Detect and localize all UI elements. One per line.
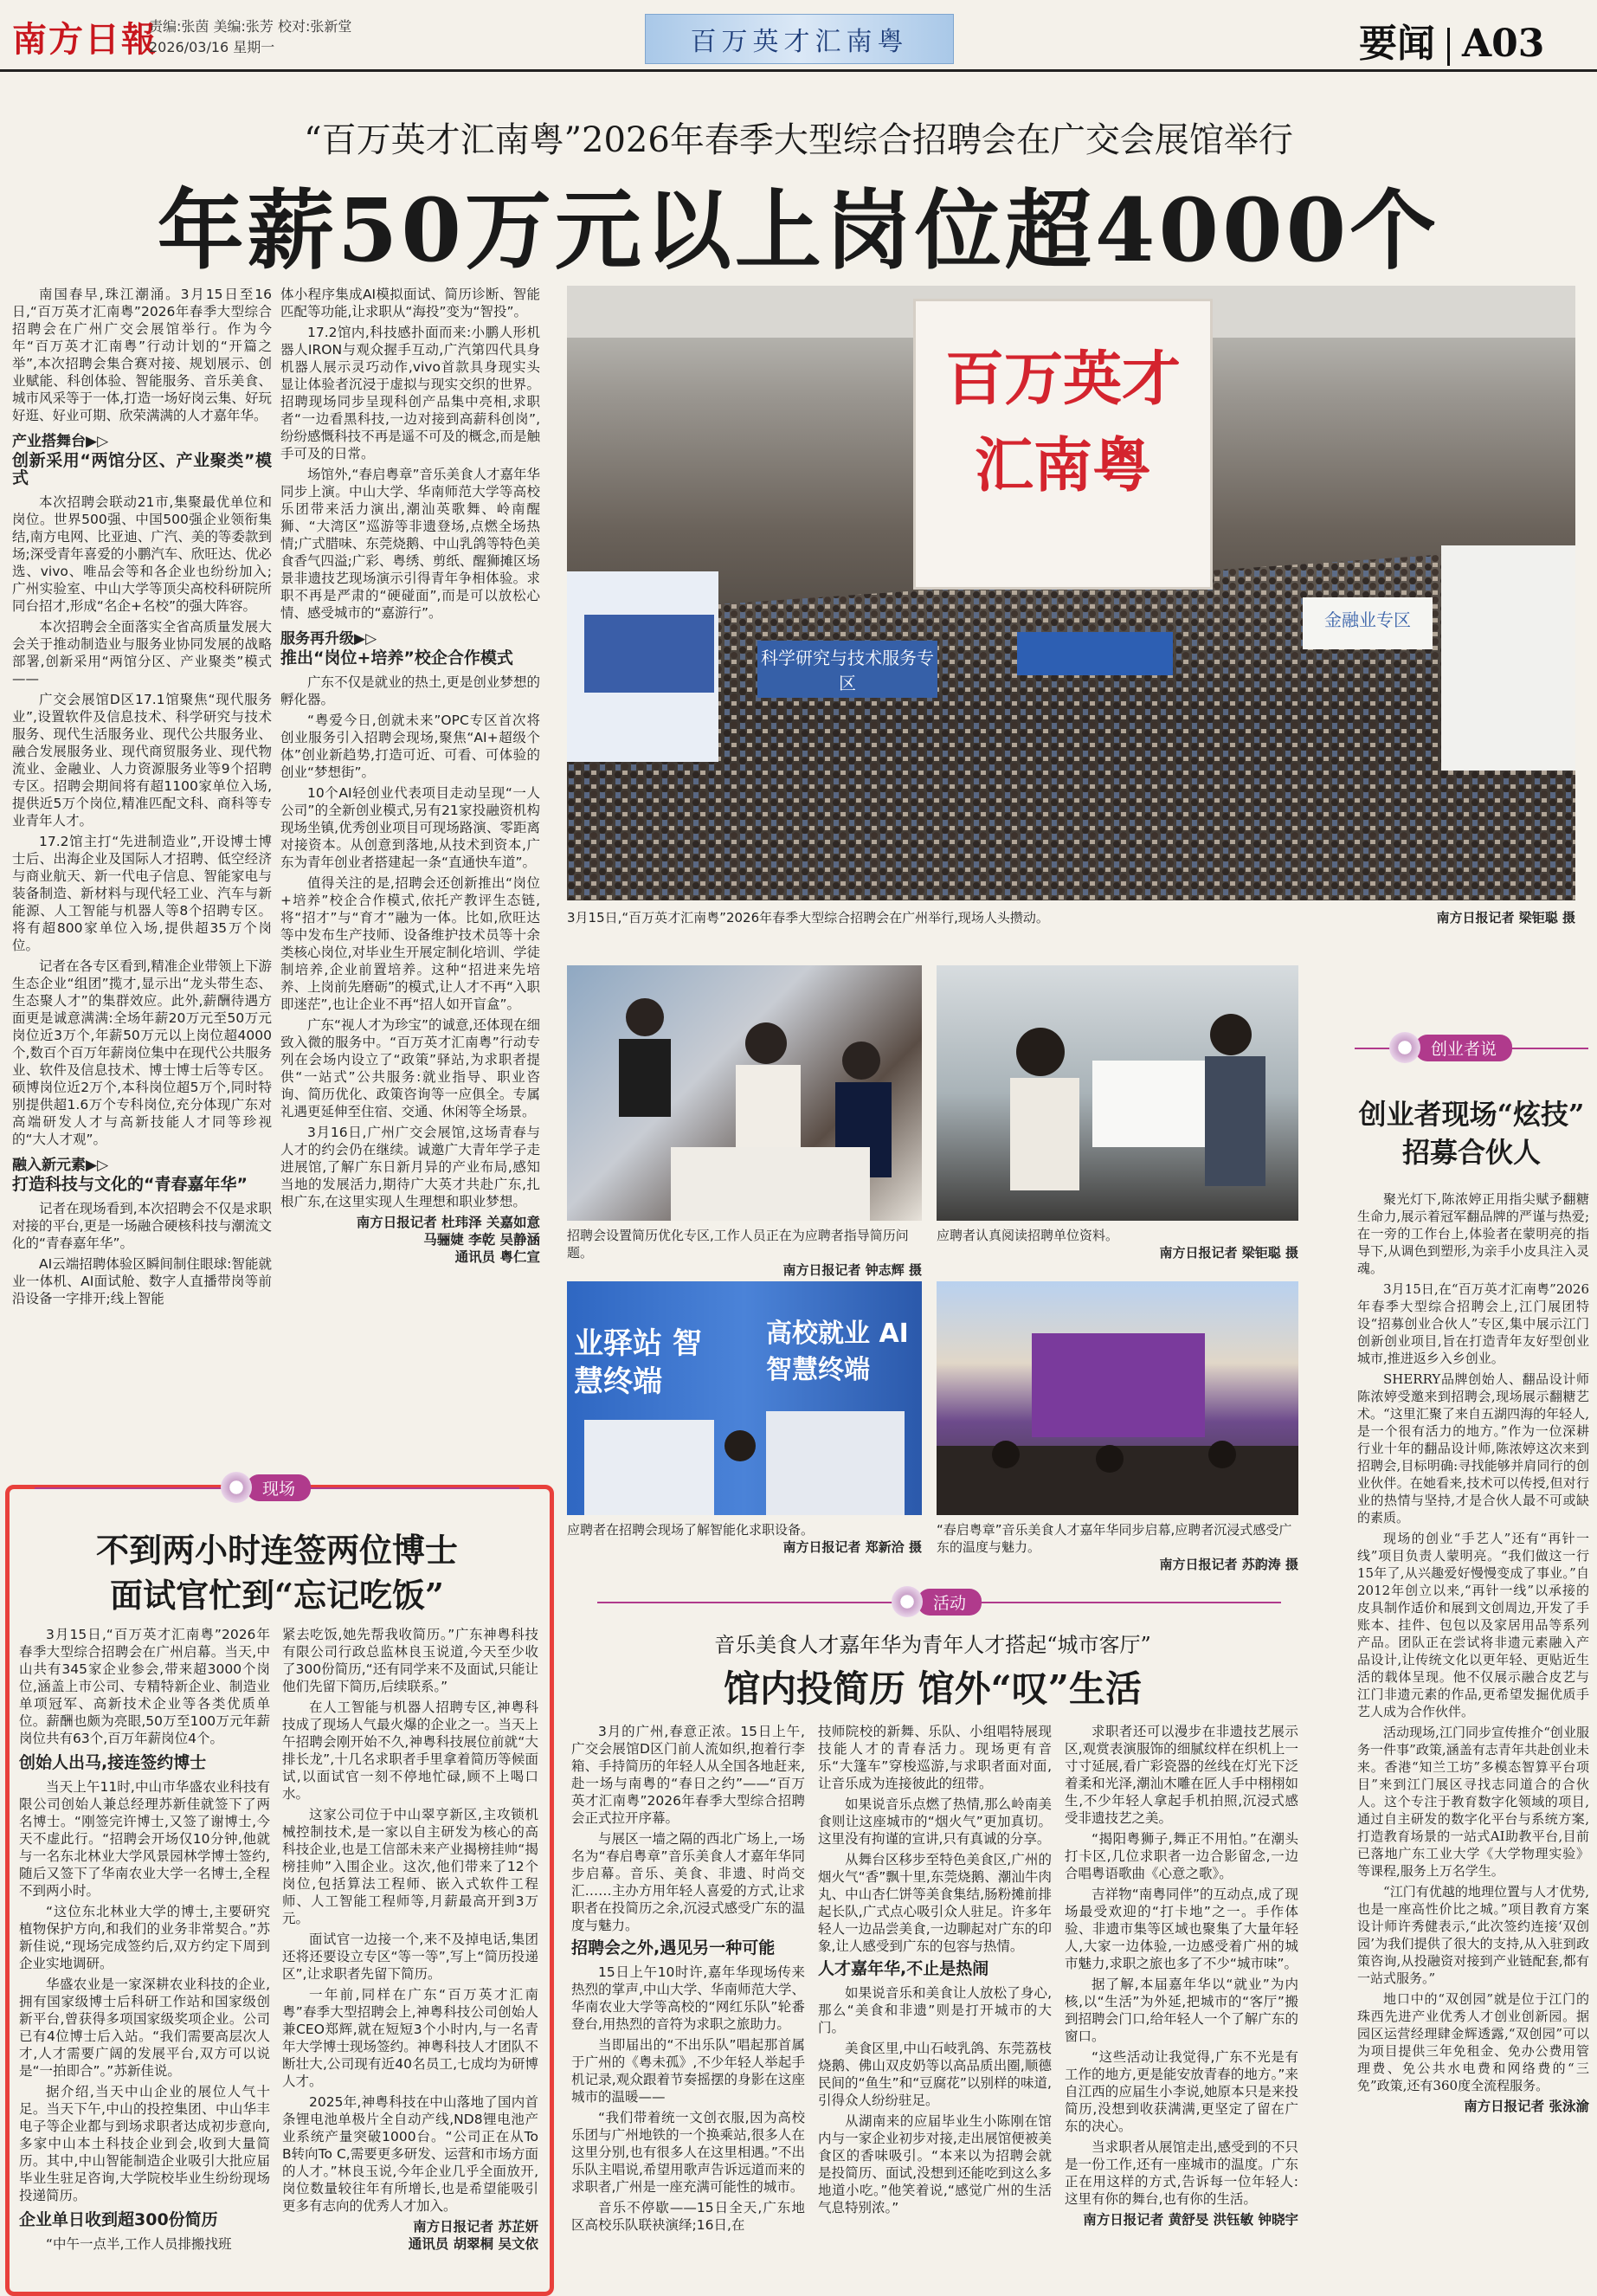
photo-credit: 南方日报记者 郑新洽 摄 (782, 1539, 922, 1555)
section-tag-chuangye (1389, 1032, 1512, 1063)
section-tag-huodong (892, 1586, 982, 1617)
title-line: 面试官忙到“忘记吃饭” (110, 1576, 444, 1615)
paragraph: 当即届出的“不出乐队”唱起那首属于广州的《粤未孤》,不少年轻人举起手机记录,观众跟着节奏摇摆的身影在这座城市的温暖—— (571, 2037, 805, 2105)
photo-figures (567, 1281, 922, 1515)
paragraph: 技师院校的新舞、乐队、小组唱特展现技能人才的青春活力。现场更有音乐“大篷车”穿梭巡游,与求职者面对面,让音乐成为连接彼此的纽带。 (818, 1724, 1052, 1791)
box-title: 馆内投简历 馆外“叹”生活 (724, 1667, 1142, 1710)
tag-label: 活动 (918, 1589, 982, 1616)
photo-figures (567, 965, 922, 1221)
photo-figures (937, 965, 1298, 1221)
paragraph: 在人工智能与机器人招聘专区,神粤科技成了现场人气最火爆的企业之一。当天上午招聘会刚开始不久,神粤科技展位前就“大排长龙”,十几名求职者手里拿着简历等候面试,以面试官一刻不停地忙碌,顾不上喝口水。 (282, 1699, 538, 1802)
subheading: 创始人出马,接连签约博士 (19, 1753, 207, 1772)
hand-icon (892, 1586, 923, 1617)
paragraph: 如果说音乐和美食让人放松了身心,那么“美食和非遗”则是打开城市的大门。 (818, 1985, 1052, 2035)
photo-reading-materials (937, 965, 1298, 1221)
terminal-sign: 业驿站 智慧终端 (574, 1326, 702, 1399)
section-divider (1447, 28, 1450, 66)
photo-smart-terminals (567, 1281, 922, 1515)
section-name: 要闻 (1359, 22, 1435, 66)
article-column-2 (280, 286, 540, 1480)
paragraph: 值得关注的是,招聘会还创新推出“岗位+培养”校企合作模式,依托产教评生态链,将“招才”与“育才”融为一体。比如,欣旺达等中发布生产技师、设备维护技术员等十余类核心岗位,对毕业生开展定制化培训、学徒制培养,企业前置培养。这种“招进来先培养、上岗前先磨砺”的模式,让人才不再“入职即迷茫”,也让企业不再“招人如开盲盒”。 (280, 875, 540, 1012)
box-column (1357, 1190, 1589, 2277)
paragraph: 这家公司位于中山翠亨新区,主攻锁机械控制技术,是一家以自主研发为核心的高科技企业,也是工信部未来产业揭榜挂帅“揭榜挂帅”入围企业。这次,他们带来了12个岗位,包括算法工程师、嵌入式软件工程师、人工智能工程师等,月薪最高开到3万元。 (282, 1807, 538, 1926)
photo-caption (937, 1521, 1298, 1573)
paragraph: 3月15日,在“百万英才汇南粤”2026年春季大型综合招聘会上,江门展团特设“招募创业合伙人”专区,集中展示江门创新创业项目,旨在打造青年友好型创业城市,推进返乡入乡创业。 (1357, 1281, 1589, 1366)
byline: 南方日报记者 张泳渝 (1464, 2098, 1589, 2114)
paragraph: 南国春早,珠江潮涌。3月15日至16日,“百万英才汇南粤”2026年春季大型综合招聘会在广州广交会展馆举行。作为今年“百万英才汇南粤”行动计划的“开篇之举”,本次招聘会集合赛对接、规划展示、创业赋能、科创体验、智能服务、音乐美食、城市风采等于一体,打造一场好岗云集、好玩好逛、好业可期、欣荣满满的人才嘉年华。 (12, 287, 272, 423)
paragraph: “揭阳粤狮子,舞正不用怕。”在潮头打卡区,几位求职者一边合影留念,一边合唱粤语歌曲《心意之歌》。 (1065, 1831, 1298, 1881)
paragraph: 广东不仅是就业的热土,更是创业梦想的孵化器。 (280, 674, 540, 707)
paragraph: 广东“视人才为珍宝”的诚意,还体现在细致入微的服务中。“百万英才汇南粤”行动专列在会场内设立了“政策”驿站,为求职者提供“一站式”公共服务:就业指导、职业咨询、简历优化、政策咨询等一应俱全。专属礼遇更延伸至住宿、交通、休闲等全场景。 (280, 1017, 540, 1119)
subheading: 推出“岗位+培养”校企合作模式 (280, 648, 513, 668)
booth-sign: 金融业专区 (1324, 609, 1411, 630)
paragraph: “我们带着统一文创衣服,因为高校乐团与广州地铁的一个换乘站,很多人在这里分别,也有很多人在这里相遇。”不出乐队主唱说,希望用歌声告诉远道而来的求职者,广州是一座充满可能性的城市。 (571, 2110, 805, 2195)
paragraph: 美食区里,中山石岐乳鸽、东莞荔枝烧鹅、佛山双皮奶等以高品质出圈,顺德民间的“鱼生”和“豆腐花”以别样的味道,引得众人纷纷驻足。 (818, 2041, 1052, 2108)
column-banner: 百万英才汇南粤 (645, 14, 954, 64)
newspaper-logo: 南方日報 (12, 19, 158, 60)
title-line: 招募合伙人 (1401, 1136, 1541, 1169)
paragraph: 活动现场,江门同步宣传推介“创业服务一件事”政策,涵盖有志青年共赴创业未来。香港“知兰工坊”多模态智算平台项目”来到江门展区寻找志同道合的合伙人。这个专注于教育数字化领域的项目,通过自主研发的数字化平台与系统方案,打造教育场景的一站式AI助教平台,目前已落地广东工业大学《大学物理实验》等课程,服务上万名学生。 (1357, 1725, 1589, 1879)
paragraph: “江门有优越的地理位置与人才优势,也是一座高性价比之城。”项目教育方案设计师许秀健表示,“此次签约连接‘双创园’为我们提供了很大的支持,从入驻到政策咨询,从投融资对接到产业链配套,都有一站式服务。” (1357, 1884, 1589, 1986)
photo-caption (937, 1227, 1298, 1261)
page-header (0, 0, 1597, 71)
section-tag: 服务再升级▶▷ (280, 630, 377, 648)
tag-label: 创业者说 (1415, 1035, 1512, 1061)
paragraph: 与展区一墙之隔的西北广场上,一场名为“春启粤章”音乐美食人才嘉年华同步启幕。音乐、美食、非遗、时尚交汇……主办方用年轻人喜爱的方式,让求职者在投简历之余,沉浸式感受广东的温度与魅力。 (571, 1831, 805, 1933)
paragraph: 记者在现场看到,本次招聘会不仅是求职对接的平台,更是一场融合硬核科技与潮流文化的“青春嘉年华”。 (12, 1201, 272, 1251)
paragraph: 场馆外,“春启粤章”音乐美食人才嘉年华同步上演。中山大学、华南师范大学等高校乐团带来活力演出,潮汕英歌舞、岭南醒狮、“大湾区”巡游等非遗登场,点燃全场热情;广式腊味、东莞烧鹅、中山乳鸽等特色美食香气四溢;广彩、粤绣、剪纸、醒狮摊区场景非遗技艺现场演示引得青年争相体验。求职不再是严肃的“硬碰面”,而是可以放松心情、感受城市的“嘉游行”。 (280, 467, 540, 621)
paragraph: 3月16日,广州广交会展馆,这场青春与人才的约会仍在继续。诚邀广大青年学子走进展馆,了解广东日新月异的产业布局,感知当地的发展活力,期待广大英才共赴广东,扎根广东,在这里实现人生理想和职业梦想。 (280, 1125, 540, 1209)
paragraph: 据了解,本届嘉年华以“就业”为内核,以“生活”为外延,把城市的“客厅”搬到招聘会门口,给年轻人一个了解广东的窗口。 (1065, 1977, 1298, 2044)
photo-caption: 3月15日,“百万英才汇南粤”2026年春季大型综合招聘会在广州举行,现场人头攒动。 (567, 910, 1049, 925)
article-headline: 年薪50万元以上岗位超4000个 (157, 179, 1440, 281)
photo-resume-clinic (567, 965, 922, 1221)
paragraph: “中午一点半,工作人员排搬找班 (46, 2236, 232, 2252)
booth-sign: 科学研究与技术服务专区 (757, 641, 937, 698)
article-column-1 (12, 286, 272, 1480)
subheading: 企业单日收到超300份简历 (19, 2210, 218, 2229)
paragraph: AI云端招聘体验区瞬间制住眼球:智能就业一体机、AI面试舱、数字人直播带岗等前沿设备一字排开;线上智能 (12, 1256, 272, 1306)
box-title (1350, 1095, 1593, 1171)
caption-text: 招聘会设置简历优化专区,工作人员正在为应聘者指导简历问题。 (567, 1228, 909, 1261)
paragraph: 3月的广州,春意正浓。15日上午,广交会展馆D区门前人流如织,抱着行李箱、手持简历的年轻人从全国各地赶来,赴一场与南粤的“春日之约”——“百万英才汇南粤”2026年春季大型综合招聘会正式拉开序幕。 (571, 1724, 805, 1826)
box-column-3 (1065, 1723, 1298, 2290)
event-banner-sign (913, 299, 1213, 590)
box-column-2 (282, 1626, 538, 2288)
paragraph: 紧去吃饭,她先帮我收简历。”广东神粤科技有限公司行政总监林良玉说道,今天至少收了300份简历,“还有同学来不及面试,只能让他们先留下简历,后续联系。” (282, 1627, 538, 1694)
box-column-1 (19, 1626, 270, 2288)
byline: 南方日报记者 苏芷妍 通讯员 胡翠桐 吴文依 (408, 2219, 538, 2252)
paragraph: 本次招聘会全面落实全省高质量发展大会关于推动制造业与服务业协同发展的战略部署,创新采用“两馆分区、产业聚类”模式—— (12, 619, 272, 687)
editor-credits: 责编:张茵 美编:张芳 校对:张新堂 (149, 18, 352, 35)
photo-credit: 南方日报记者 梁钜聪 摄 (1436, 910, 1575, 925)
paragraph: 广交会展馆D区17.1馆聚焦“现代服务业”,设置软件及信息技术、科学研究与技术服务、现代生活服务业、现代公共服务业、融合发展服务业、现代商贸服务业、现代物流业、金融业、人力资源服务业等9个招聘专区。招聘会期间将有超1100家单位入场,提供近5万个岗位,精准匹配文科、商科等专业青年人才。 (12, 692, 272, 829)
paragraph: 据介绍,当天中山企业的展位人气十足。当天下午,中山的投控集团、中山华丰电子等企业都与到场求职者达成初步意向,多家中山本土科技企业到会,收到大量简历。其中,中山智能制造企业吸引大批应届毕业生驻足咨询,大学院校毕业生纷纷现场投递简历。 (19, 2084, 270, 2203)
paragraph: 3月15日,“百万英才汇南粤”2026年春季大型综合招聘会在广州启幕。当天,中山共有345家企业参会,带来超3000个岗位,涵盖上市公司、专精特新企业、制造业单项冠军、高新技术企业等各类优质单位。薪酬也颇为亮眼,50万至100万元年薪岗位共有63个,百万年薪岗位4个。 (19, 1627, 270, 1746)
paragraph: 从湖南来的应届毕业生小陈刚在馆内与一家企业初步对接,走出展馆便被美食区的香味吸引。“本来以为招聘会就是投简历、面试,没想到还能吃到这么多地道小吃。”他笑着说,“感觉广州的生活气息特别浓。” (818, 2113, 1052, 2215)
paragraph: 聚光灯下,陈浓婷正用指尖赋予翻糖生命力,展示着冠军翻品牌的严谨与热爱;在一旁的工作台上,体验者在蒙明亮的指导下,从调色到塑形,为亲手小皮具注入灵魂。 (1357, 1191, 1589, 1276)
section-tag-xianchang (221, 1472, 311, 1503)
page-number: A03 (1462, 22, 1545, 66)
box-column-2 (818, 1723, 1052, 2290)
subheading: 招聘会之外,遇见另一种可能 (571, 1938, 776, 1957)
paragraph: 如果说音乐点燃了热情,那么岭南美食则让这座城市的“烟火气”更加真切。这里没有拘谨的宣讲,只有真诚的分享。 (818, 1796, 1052, 1847)
byline: 南方日报记者 黄舒旻 洪钰敏 钟晓宇 (1083, 2212, 1298, 2228)
subheading: 打造科技与文化的“青春嘉年华” (12, 1175, 248, 1194)
paragraph: 吉祥物“南粤同伴”的互动点,成了现场最受欢迎的“打卡地”之一。手作体验、非遗市集等区域也聚集了大量年轻人,大家一边体验,一边感受着广州的城市魅力,求职之旅也多了不少“城市味”。 (1065, 1886, 1298, 1971)
paragraph: 当求职者从展馆走出,感受到的不只是一份工作,还有一座城市的温度。广东正在用这样的方式,告诉每一位年轻人:这里有你的舞台,也有你的生活。 (1065, 2139, 1298, 2207)
caption-text: 应聘者认真阅读招聘单位资料。 (937, 1228, 1119, 1243)
banner-sign-text: 百万英才汇南粤 (944, 345, 1181, 500)
paragraph: SHERRY品牌创始人、翻品设计师陈浓婷受邀来到招聘会,现场展示翻糖艺术。“这里汇聚了来自五湖四海的年轻人,是一个很有活力的地方。”作为一位深耕行业十年的翻品设计师,陈浓婷这次来到招聘会,目标明确:寻找能够并肩同行的创业伙伴。在她看来,技术可以传授,但对行业的热情与坚持,才是合伙人最不可或缺的素质。 (1357, 1371, 1589, 1525)
paragraph: 记者在各专区看到,精准企业带领上下游生态企业“组团”揽才,显示出“龙头带生态、生态聚人才”的集群效应。此外,薪酬待遇方面更是诚意满满:全场年薪20万元至50万元岗位近3万个,年薪50万元以上岗位超4000个,数百个百万年薪岗位集中在现代公共服务业、软件及信息技术、博士博士后等专区。硕博岗位近2万个,本科岗位超5万个,同时特别提供超1.6万个专科岗位,充分体现广东对高端研发人才与高新技能人才同等珍视的“大人才观”。 (12, 958, 272, 1147)
paragraph: 体小程序集成AI模拟面试、简历诊断、智能匹配等功能,让求职从“海投”变为“智投”。 (280, 287, 540, 319)
hand-icon (1389, 1032, 1420, 1063)
paragraph: 17.2馆主打“先进制造业”,开设博士博士后、出海企业及国际人才招聘、低空经济与商业航天、新一代电子信息、智能家电与装备制造、新材料与现代轻工业、汽车与新能源、人工智能与机器人等8个招聘专区。将有超800家单位入场,提供超35万个岗位。 (12, 834, 272, 953)
caption-text: “春启粤章”音乐美食人才嘉年华同步启幕,应聘者沉浸式感受广东的温度与魅力。 (937, 1522, 1292, 1555)
paragraph: 音乐不停歇——15日全天,广东地区高校乐队联袂演绎;16日,在 (571, 2200, 805, 2233)
article-kicker: “百万英才汇南粤”2026年春季大型综合招聘会在广交会展馆举行 (304, 120, 1293, 160)
paragraph: 面试官一边接一个,来不及掉电话,集团还将还要设立专区“等一等”,写上“简历投递区”,让求职者先留下简历。 (282, 1932, 538, 1982)
photo-credit: 南方日报记者 梁钜聪 摄 (1159, 1245, 1298, 1261)
paragraph: 本次招聘会联动21市,集聚最优单位和岗位。世界500强、中国500强企业领衔集结,南方电网、比亚迪、广汽、美的等委款到场;深受青年喜爱的小鹏汽车、欣旺达、优必选、vivo、唯品会等和各企业也纷纷加入;广州实验室、中山大学等顶尖高校科研院所同台招才,形成“名企+名校”的强大阵容。 (12, 494, 272, 614)
subheading: 人才嘉年华,不止是热闹 (818, 1959, 989, 1978)
title-line: 创业者现场“炫技” (1358, 1098, 1585, 1131)
paragraph: 华盛农业是一家深耕农业科技的企业,拥有国家级博士后科研工作站和国家级创新平台,曾获得多项国家级奖项企业。公司已有4位博士后入站。“我们需要高层次人才,人才需要广阔的发展平台,双方可以说是“一拍即合”。”苏新佳说。 (19, 1977, 270, 2079)
tag-label: 现场 (247, 1474, 311, 1501)
paragraph: 现场的创业“手艺人”还有“再针一线”项目负责人蒙明亮。“我们做这一行15年了,从兴趣爱好慢慢变成了事业。”自2012年创立以来,“再针一线”以承接的皮具制作适价和展到文创周边,开发了手账本、挂件、包包以及家居用品等系列产品。团队正在尝试将非遗元素融入产品设计,让传统文化以更年轻、更贴近生活的载体呈现。他不仅展示融合皮艺与江门非遗元素的作品,更希望发掘优质手艺人成为合作伙伴。 (1357, 1531, 1589, 1719)
paragraph: 10个AI轻创业代表项目走动呈现“一人公司”的全新创业模式,另有21家投融资机构现场坐镇,优秀创业项目可现场路演、零距离对接资本。从创意到落地,从技术到资本,广东为青年创业者搭建起一条“直通快车道”。 (280, 785, 540, 870)
paragraph: “这些活动让我觉得,广东不光是有工作的地方,更是能安放青春的地方。”来自江西的应届生小李说,她原本只是来投简历,没想到收获满满,更坚定了留在广东的决心。 (1065, 2049, 1298, 2134)
photo-caption (567, 1227, 922, 1279)
title-line: 不到两小时连签两位博士 (95, 1531, 458, 1570)
section-tag: 产业搭舞台▶▷ (12, 433, 109, 450)
box-kicker: 音乐美食人才嘉年华为青年人才搭起“城市客厅” (714, 1633, 1151, 1657)
paragraph: 从舞台区移步至特色美食区,广州的烟火气“香”飘十里,东莞烧鹅、潮汕牛肉丸、中山杏仁饼等美食集结,肠粉摊前排起长队,广式点心吸引众人驻足。许多年轻人一边品尝美食,一边聊起对广东的印象,让人感受到广东的包容与热情。 (818, 1852, 1052, 1954)
photo-credit: 南方日报记者 苏韵涛 摄 (1159, 1557, 1298, 1572)
paragraph: 地口中的“双创园”就是位于江门的珠西先进产业优秀人才创业创新园。据园区运营经理肆金辉透露,“双创园”可以为项目提供三年免租金、免办公费用管理费、免公共水电费和网络费的“三免”政策,还有360度全流程服务。 (1357, 1991, 1589, 2093)
photo-carnival-stage (937, 1281, 1298, 1515)
photo-credit: 南方日报记者 钟志辉 摄 (782, 1262, 922, 1278)
paragraph: 15日上午10时许,嘉年华现场传来热烈的掌声,中山大学、华南师范大学、华南农业大学等高校的“网红乐队”轮番登台,用热烈的音符为求职之旅助力。 (571, 1964, 805, 2032)
issue-date: 2026/03/16 星期一 (149, 39, 275, 55)
photo-caption (567, 1521, 922, 1556)
paragraph: 一年前,同样在广东“百万英才汇南粤”春季大型招聘会上,神粤科技公司创始人兼CEO郑辉,就在短短3个小时内,与一名青年大学博士现场签约。神粤科技人才团队不断壮大,公司现有近40名员工,七成均为研博人才。 (282, 1987, 538, 2089)
section-tag: 融入新元素▶▷ (12, 1157, 109, 1174)
box-title (17, 1528, 537, 1618)
caption-text: 应聘者在招聘会现场了解智能化求职设备。 (567, 1522, 815, 1538)
main-photo (567, 286, 1575, 900)
paragraph: 求职者还可以漫步在非遗技艺展示区,观赏表演服饰的细腻纹样在织机上一寸寸延展,看广彩瓷器的丝线在灯光下泛着柔和光泽,潮汕木雕在匠人手中栩栩如生,不少年轻人拿起手机拍照,沉浸式感受非遗技艺之美。 (1065, 1724, 1298, 1826)
header-rule (0, 69, 1597, 72)
paragraph: 17.2馆内,科技感扑面而来:小鹏人形机器人IRON与观众握手互动,广汽第四代具身机器人展示灵巧动作,vivo首款具身现实头显让体验者沉浸于虚拟与现实交织的世界。招聘现场同步呈现科创产品集中亮相,求职者“一边看黑科技,一边对接到高薪科创岗”,纷纷感慨科技不再是遥不可及的概念,而是触手可及的日常。 (280, 325, 540, 461)
paragraph: “粤爱今日,创就未来”OPC专区首次将创业服务引入招聘会现场,聚焦“AI+超级个体”创业新趋势,打造可近、可看、可体验的创业“梦想街”。 (280, 713, 540, 780)
paragraph: “这位东北林业大学的博士,主要研究植物保护方向,和我们的业务非常契合。”苏新佳说,“现场完成签约后,双方约定下周到企业实地调研。 (19, 1904, 270, 1971)
section-label (1359, 12, 1544, 68)
subheading: 创新采用“两馆分区、产业聚类”模式 (12, 451, 272, 487)
paragraph: 2025年,神粤科技在中山落地了国内首条锂电池单极片全自动产线,ND8锂电池产业系统产量突破1000台。“公司正在从To B转向To C,需要更多研发、运营和市场方面的人才。”林良玉说,今年企业几乎全面放开,岗位数量较往年有所增长,也是希望能吸引更多有志向的优秀人才加入。 (282, 2094, 538, 2214)
paragraph: 当天上午11时,中山市华盛农业科技有限公司创始人兼总经理苏新佳就签下了两名博士。“刚签完许博士,又签了谢博士,今天不虚此行。“招聘会开场仅10分钟,他就与一名东北林业大学风景园林学博士签约,随后又签下了华南农业大学一名博士,全程不到两小时。 (19, 1779, 270, 1899)
photo-figures (937, 1281, 1298, 1515)
terminal-sign: 高校就业 AI智慧终端 (766, 1319, 909, 1385)
box-column-1 (571, 1723, 805, 2290)
hand-icon (221, 1472, 252, 1503)
byline: 南方日报记者 杜玮泽 关嘉如意 马骊婕 李乾 吴静涵 通讯员 粤仁宣 (356, 1215, 540, 1265)
